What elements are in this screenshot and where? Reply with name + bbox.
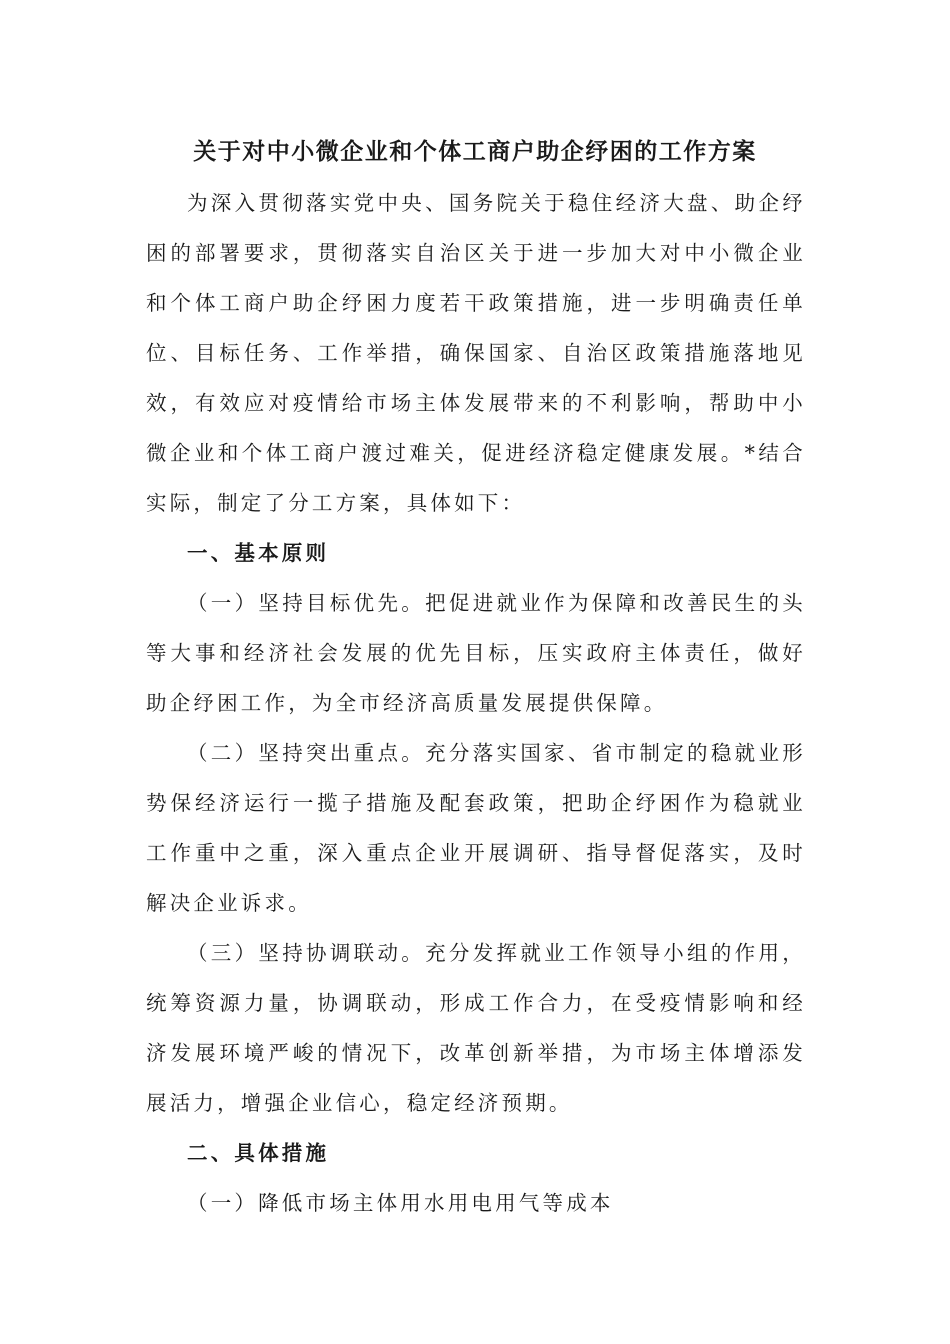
principle-paragraph-2: （二）坚持突出重点。充分落实国家、省市制定的稳就业形势保经济运行一揽子措施及配套政策，把助企纾困作为稳就业工作重中之重，深入重点企业开展调研、指导督促落实，及时解决企业诉求。 <box>146 741 806 915</box>
measure-subheading-1: （一）降低市场主体用水用电用气等成本 <box>187 1191 614 1215</box>
principle-paragraph-1: （一）坚持目标优先。把促进就业作为保障和改善民生的头等大事和经济社会发展的优先目标，压实政府主体责任，做好助企纾困工作，为全市经济高质量发展提供保障。 <box>146 591 806 715</box>
section-heading-principles: 一、基本原则 <box>187 541 330 565</box>
document-body <box>146 178 806 1228</box>
document-title: 关于对中小微企业和个体工商户助企纾困的工作方案 <box>193 138 757 165</box>
principle-paragraph-3: （三）坚持协调联动。充分发挥就业工作领导小组的作用，统筹资源力量，协调联动，形成工作合力，在受疫情影响和经济发展环境严峻的情况下，改革创新举措，为市场主体增添发展活力，增强企业信心，稳定经济预期。 <box>146 941 806 1115</box>
intro-paragraph: 为深入贯彻落实党中央、国务院关于稳住经济大盘、助企纾困的部署要求，贯彻落实自治区关于进一步加大对中小微企业和个体工商户助企纾困力度若干政策措施，进一步明确责任单位、目标任务、工作举措，确保国家、自治区政策措施落地见效，有效应对疫情给市场主体发展带来的不利影响，帮助中小微企业和个体工商户渡过难关，促进经济稳定健康发展。*结合实际，制定了分工方案，具体如下： <box>146 191 806 515</box>
section-heading-measures: 二、具体措施 <box>187 1141 330 1165</box>
